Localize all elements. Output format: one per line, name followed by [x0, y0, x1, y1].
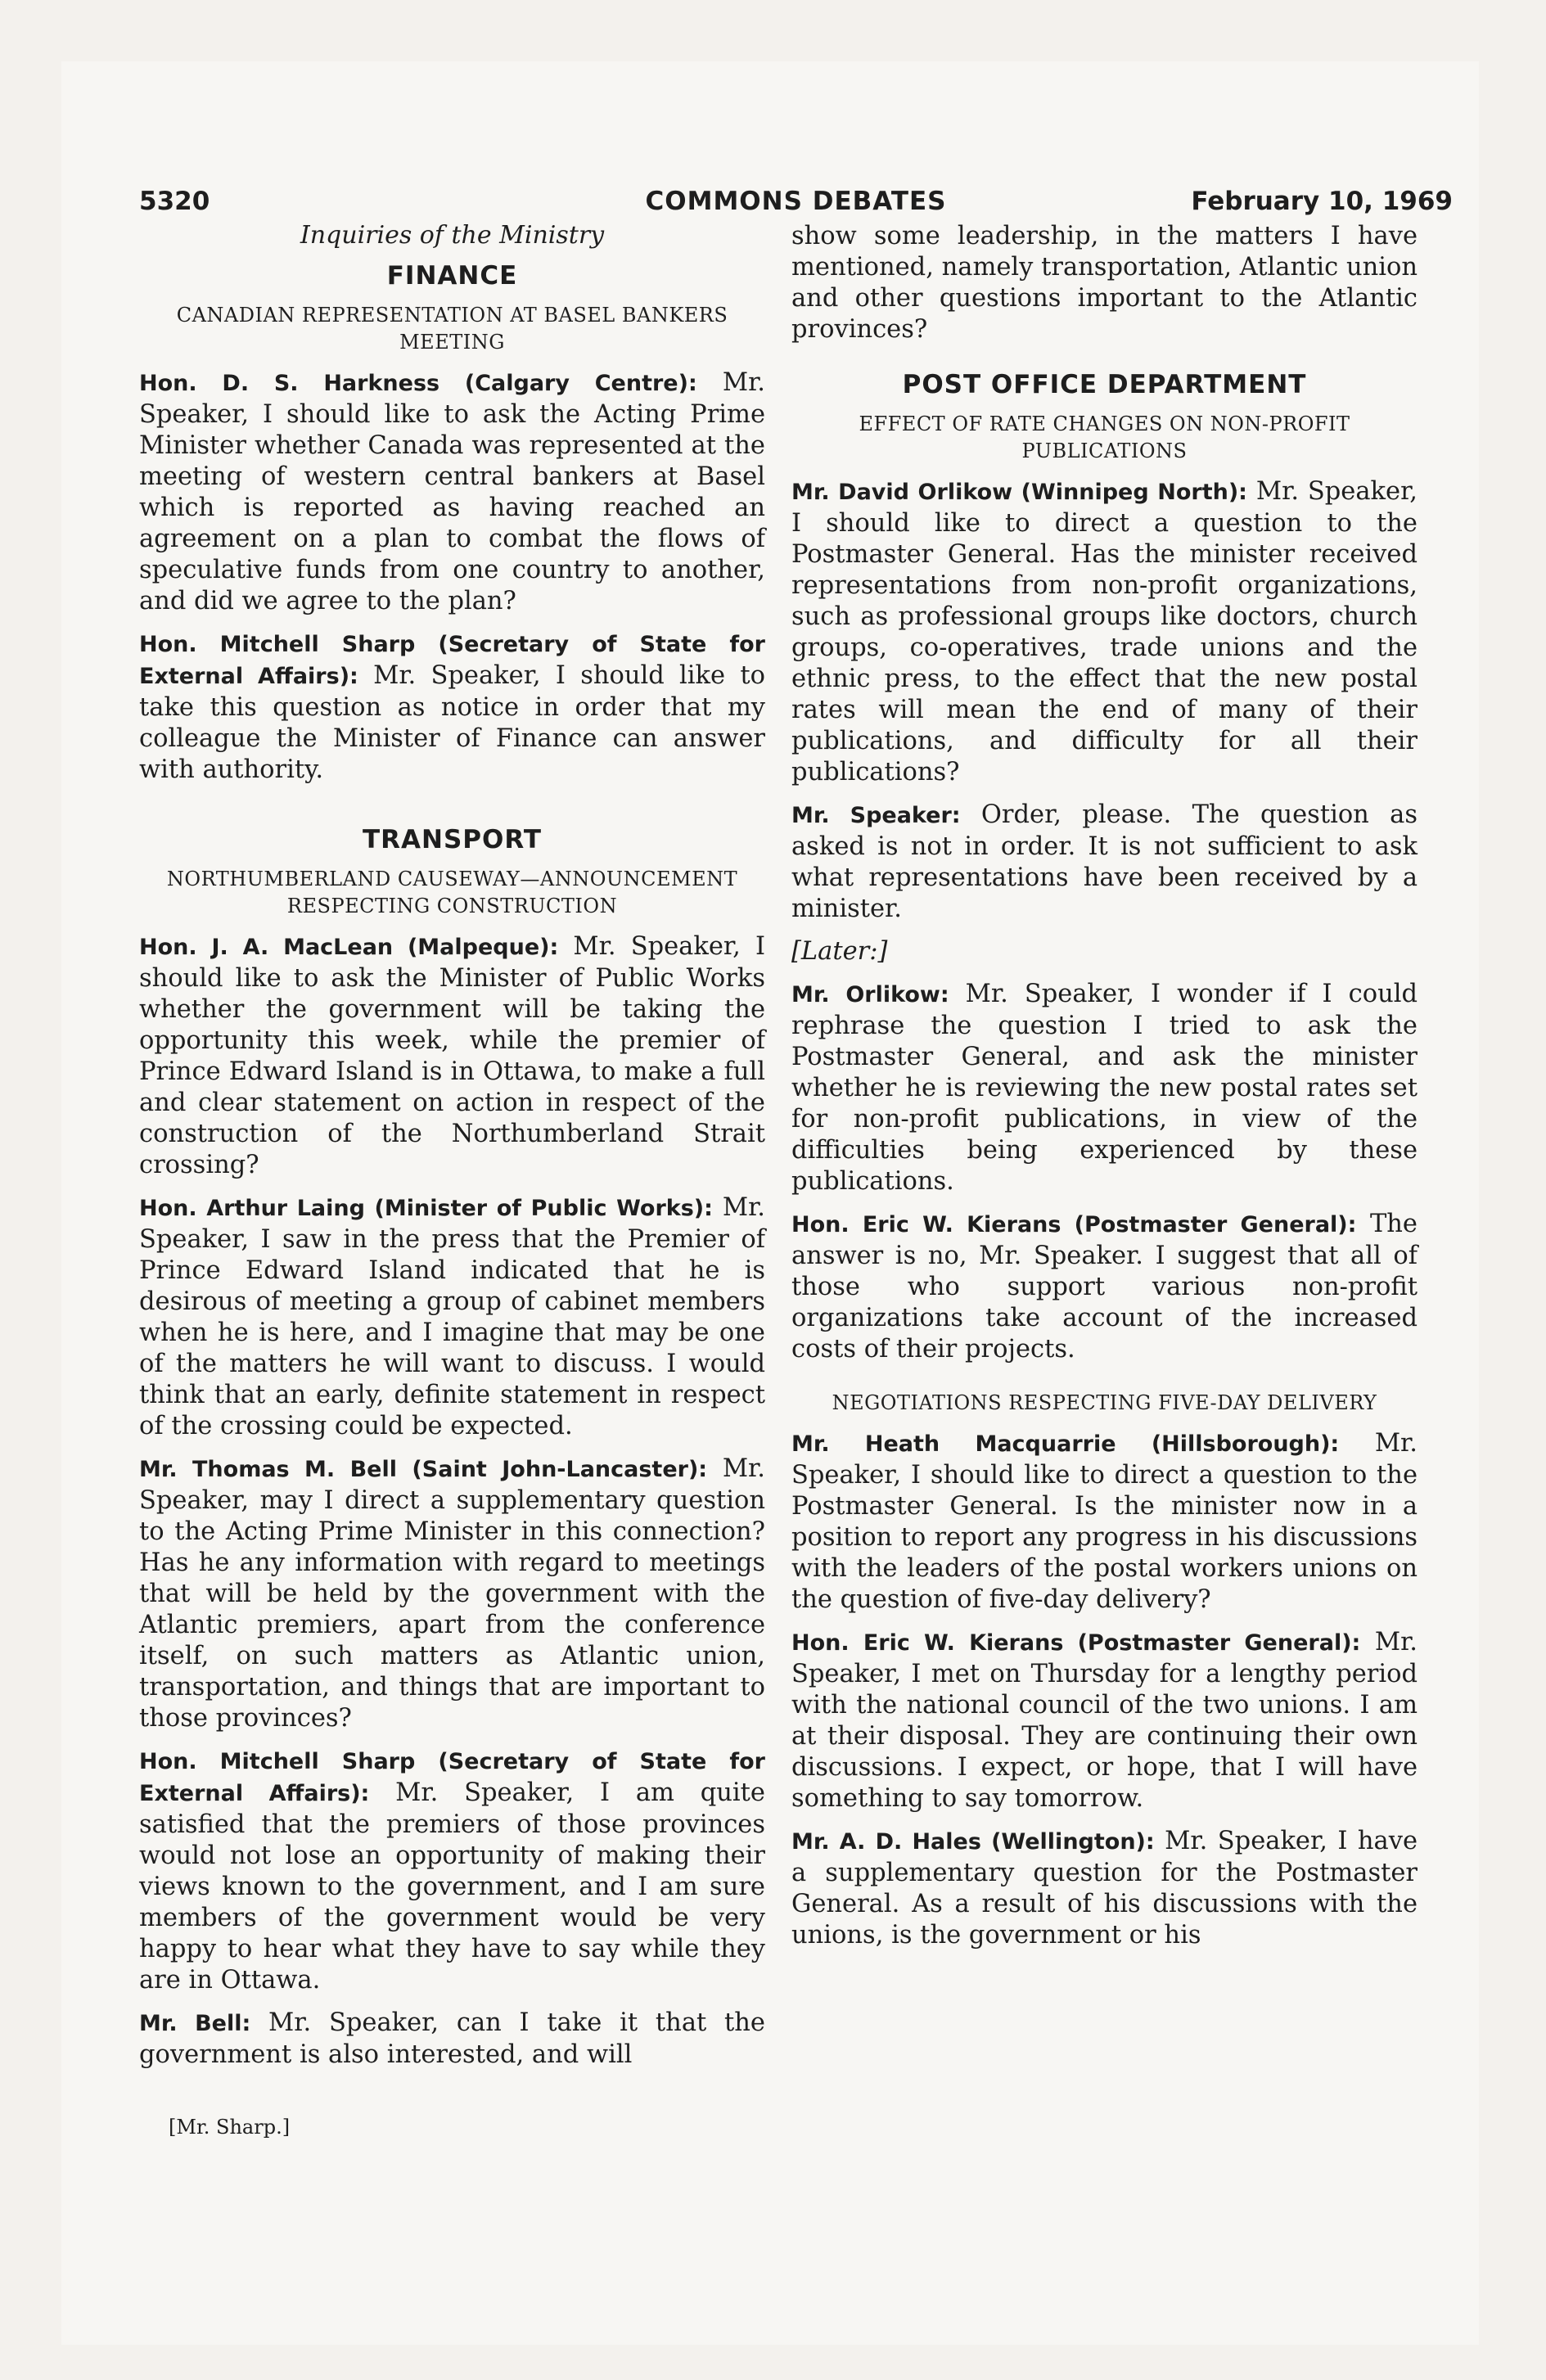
speech-continuation: show some leadership, in the matters I have mentioned, namely transportation, Atlantic union and other questions important to the Atlantic provinces? [791, 222, 1418, 344]
subheading-rate-changes: EFFECT OF RATE CHANGES ON NON-PROFIT PUBLICATIONS [859, 412, 1350, 462]
speech-paragraph [139, 2008, 765, 2071]
speech-paragraph [791, 800, 1418, 925]
speech-text: Mr. Speaker, I should like to ask the Acting Prime Minister whether Canada was represented at the meeting of western central bankers at Basel which is reported as having reached an agreement on a plan to combat the flows of speculative funds from one country to another, and did we agree to the plan? [139, 368, 765, 615]
speech-text: Mr. Speaker, I should like to direct a question to the Postmaster General. Has the minister received representations from non-profit organizations, such as professional groups like doctors, church groups, co-operatives, trade unions and the ethnic press, to the effect that the new postal rates will mean the end of many of their publications, and difficulty for all their publications? [791, 477, 1418, 787]
speech-text: Mr. Speaker, I met on Thursday for a lengthy period with the national council of the two unions. I am at their disposal. They are continuing their own discussions. I expect, or hope, that I will have something to say tomorrow. [791, 1628, 1418, 1813]
speech-text: Mr. Speaker, I have a supplementary question for the Postmaster General. As a result of his discussions with the unions, is the government or his [791, 1827, 1418, 1950]
subheading-basel: CANADIAN REPRESENTATION AT BASEL BANKERS MEETING [176, 304, 728, 354]
section-heading-finance: FINANCE [386, 261, 518, 291]
speech-paragraph [791, 476, 1418, 788]
speech-text: Order, please. The question as asked is not in order. It is not sufficient to ask what representations have been received by a minister. [791, 800, 1418, 923]
publication-date: February 10, 1969 [1191, 187, 1453, 216]
speech-paragraph [791, 1826, 1418, 1951]
speaker-name: Hon. Eric W. Kierans (Postmaster General): [791, 1630, 1361, 1656]
speech-paragraph [139, 1192, 765, 1442]
page-footer: [Mr. Sharp.] [169, 2116, 291, 2139]
speech-text: Mr. Speaker, I should like to ask the Minister of Public Works whether the government will be taking the opportunity this week, while the premier of Prince Edward Island is in Ottawa, to make a full and clear statement on action in respect of the construction of the Northumberland Strait crossing? [139, 932, 765, 1179]
section-heading-transport: TRANSPORT [363, 825, 542, 854]
speech-paragraph [791, 979, 1418, 1197]
subheading-causeway: NORTHUMBERLAND CAUSEWAY—ANNOUNCEMENT RESPECTING CONSTRUCTION [166, 868, 738, 917]
speech-paragraph [791, 1209, 1418, 1365]
speaker-name: Mr. David Orlikow (Winnipeg North): [791, 480, 1247, 505]
speech-paragraph [139, 367, 765, 617]
speaker-name: Mr. Speaker: [791, 803, 961, 828]
speaker-name: Mr. Orlikow: [791, 982, 949, 1007]
speech-text: The answer is no, Mr. Speaker. I suggest that all of those who support various non-profit organizations take account of the increased costs of their projects. [791, 1210, 1418, 1364]
speech-text: Mr. Speaker, I saw in the press that the Premier of Prince Edward Island indicated that he is desirous of meeting a group of cabinet members when he is here, and I imagine that may be one of the matters he will want to discuss. I would think that an early, definite statement in respect of the crossing could be expected. [139, 1193, 765, 1440]
rubric-heading: Inquiries of the Ministry [300, 221, 605, 250]
speech-paragraph [139, 1746, 765, 1996]
later-marker [791, 936, 1418, 967]
subheading-five-day: NEGOTIATIONS RESPECTING FIVE-DAY DELIVERY [832, 1391, 1377, 1414]
later-text: [Later:] [791, 937, 888, 966]
speaker-name: Hon. J. A. MacLean (Malpeque): [139, 935, 559, 960]
speech-text: Mr. Speaker, I am quite satisfied that the premiers of those provinces would not lose an opportunity of making their views known to the government, and I am sure members of the government would be very happy to hear what they have to say while they are in Ottawa. [139, 1778, 765, 1995]
speech-text: Mr. Speaker, can I take it that the government is also interested, and will [139, 2008, 765, 2069]
speech-paragraph [139, 629, 765, 786]
speech-paragraph [791, 1428, 1418, 1616]
speech-paragraph [139, 1454, 765, 1734]
speaker-name: Hon. Mitchell Sharp (Secretary of State for External Affairs): [139, 1749, 765, 1806]
speaker-name: Mr. Heath Macquarrie (Hillsborough): [791, 1431, 1340, 1457]
publication-title: COMMONS DEBATES [645, 187, 947, 216]
speech-text: Mr. Speaker, I should like to direct a question to the Postmaster General. Is the minister now in a position to report any progress in his discussions with the leaders of the postal workers unions on the question of five-day delivery? [791, 1429, 1418, 1614]
speech-paragraph [791, 1627, 1418, 1814]
page-header [139, 187, 1453, 219]
speaker-name: Hon. Eric W. Kierans (Postmaster General): [791, 1212, 1357, 1237]
section-heading-post-office: POST OFFICE DEPARTMENT [902, 370, 1307, 399]
page-number: 5320 [139, 187, 210, 216]
speech-text: Mr. Speaker, may I direct a supplementary question to the Acting Prime Minister in this connection? Has he any information with regard to meetings that will be held by the government with the Atlantic premiers, apart from the conference itself, on such matters as Atlantic union, transportation, and things that are important to those provinces? [139, 1454, 765, 1733]
speech-text: Mr. Speaker, I should like to take this question as notice in order that my colleague the Minister of Finance can answer with authority. [139, 661, 765, 784]
speech-text: Mr. Speaker, I wonder if I could rephrase the question I tried to ask the Postmaster General, and ask the minister whether he is reviewing the new postal rates set for non-profit publications, in view of the difficulties being experienced by these publications. [791, 980, 1418, 1196]
speaker-name: Hon. Mitchell Sharp (Secretary of State for External Affairs): [139, 632, 765, 689]
left-column [139, 221, 765, 2071]
speaker-name: Hon. D. S. Harkness (Calgary Centre): [139, 371, 697, 396]
speaker-name: Mr. Bell: [139, 2011, 251, 2036]
speaker-name: Hon. Arthur Laing (Minister of Public Works): [139, 1196, 713, 1221]
speaker-name: Mr. A. D. Hales (Wellington): [791, 1829, 1155, 1855]
speaker-name: Mr. Thomas M. Bell (Saint John-Lancaster): [139, 1457, 708, 1482]
speech-paragraph [139, 931, 765, 1181]
right-column [791, 221, 1418, 1951]
